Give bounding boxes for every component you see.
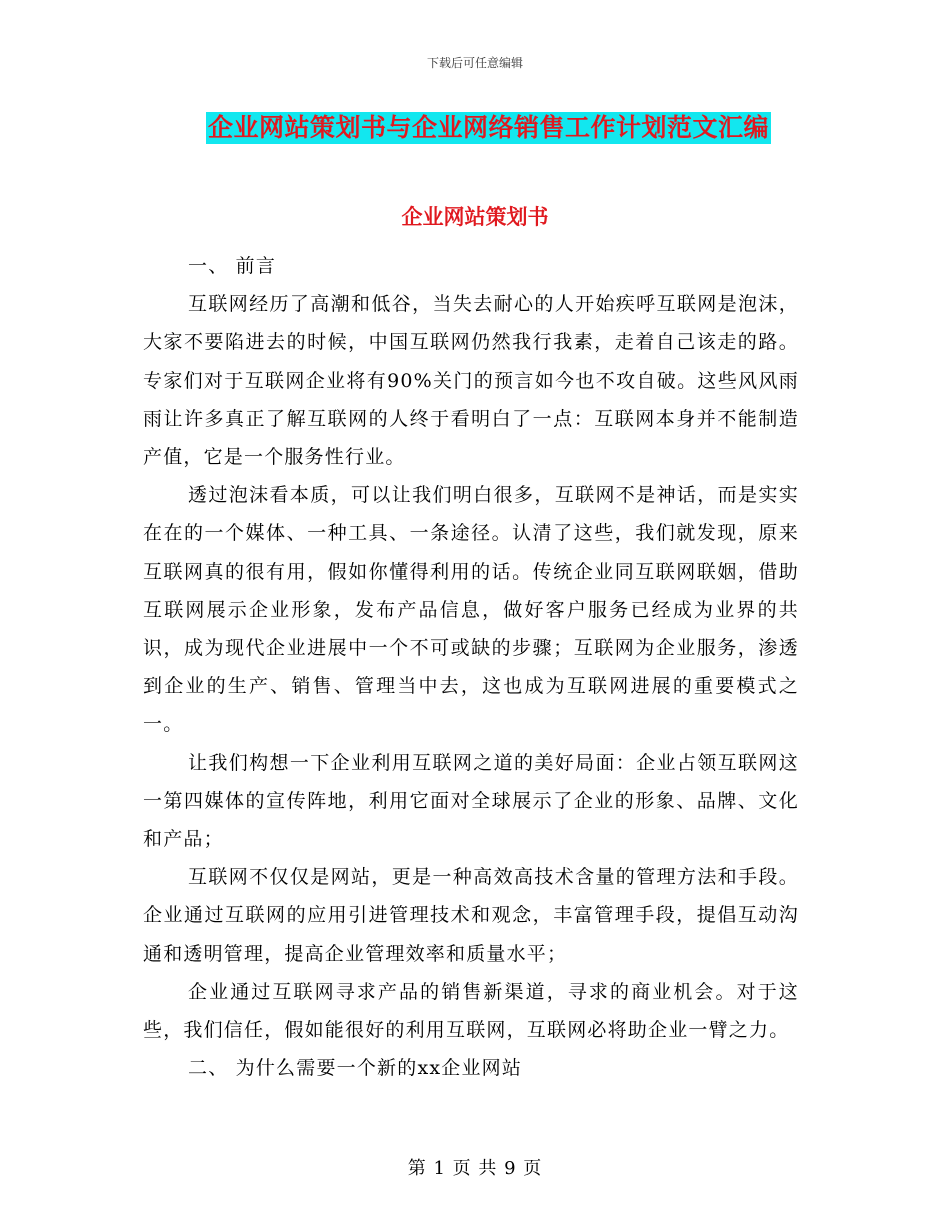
paragraph: 互联网经历了高潮和低谷，当失去耐心的人开始疾呼互联网是泡沫，大家不要陷进去的时候，中国互联网仍然我行我素，走着自己该走的路。专家们对于互联网企业将有90%关门的预言如今也不攻自破。这些风风雨雨让许多真正了解互联网的人终于看明白了一点：互联网本身并不能制造产值，它是一个服务性行业。 <box>143 293 799 469</box>
section-heading-preface: 一、 前言 <box>188 255 277 277</box>
header-note: 下载后可任意编辑 <box>426 56 523 70</box>
document-body <box>143 247 799 1087</box>
document-title: 企业网站策划书与企业网络销售工作计划范文汇编 <box>208 113 770 142</box>
page-number-footer: 第 1 页 共 9 页 <box>407 1158 543 1179</box>
paragraph: 企业通过互联网寻求产品的销售新渠道，寻求的商业机会。对于这些，我们信任，假如能很好的利用互联网，互联网必将助企业一臂之力。 <box>143 980 799 1042</box>
paragraph: 让我们构想一下企业利用互联网之道的美好局面：企业占领互联网这一第四媒体的宣传阵地，利用它面对全球展示了企业的形象、品牌、文化和产品； <box>143 751 799 851</box>
section-heading-why-new-site: 二、 为什么需要一个新的xx企业网站 <box>188 1057 523 1080</box>
section-title: 企业网站策划书 <box>401 204 549 229</box>
paragraph: 透过泡沫看本质，可以让我们明白很多，互联网不是神话，而是实实在在的一个媒体、一种工具、一条途径。认清了这些，我们就发现，原来互联网真的很有用，假如你懂得利用的话。传统企业同互联网联姻，借助互联网展示企业形象，发布产品信息，做好客户服务已经成为业界的共识，成为现代企业进展中一个不可或缺的步骤；互联网为企业服务，渗透到企业的生产、销售、管理当中去，这也成为互联网进展的重要模式之一。 <box>143 484 799 736</box>
paragraph: 互联网不仅仅是网站，更是一种高效高技术含量的管理方法和手段。企业通过互联网的应用引进管理技术和观念，丰富管理手段，提倡互动沟通和透明管理，提高企业管理效率和质量水平； <box>143 866 799 965</box>
